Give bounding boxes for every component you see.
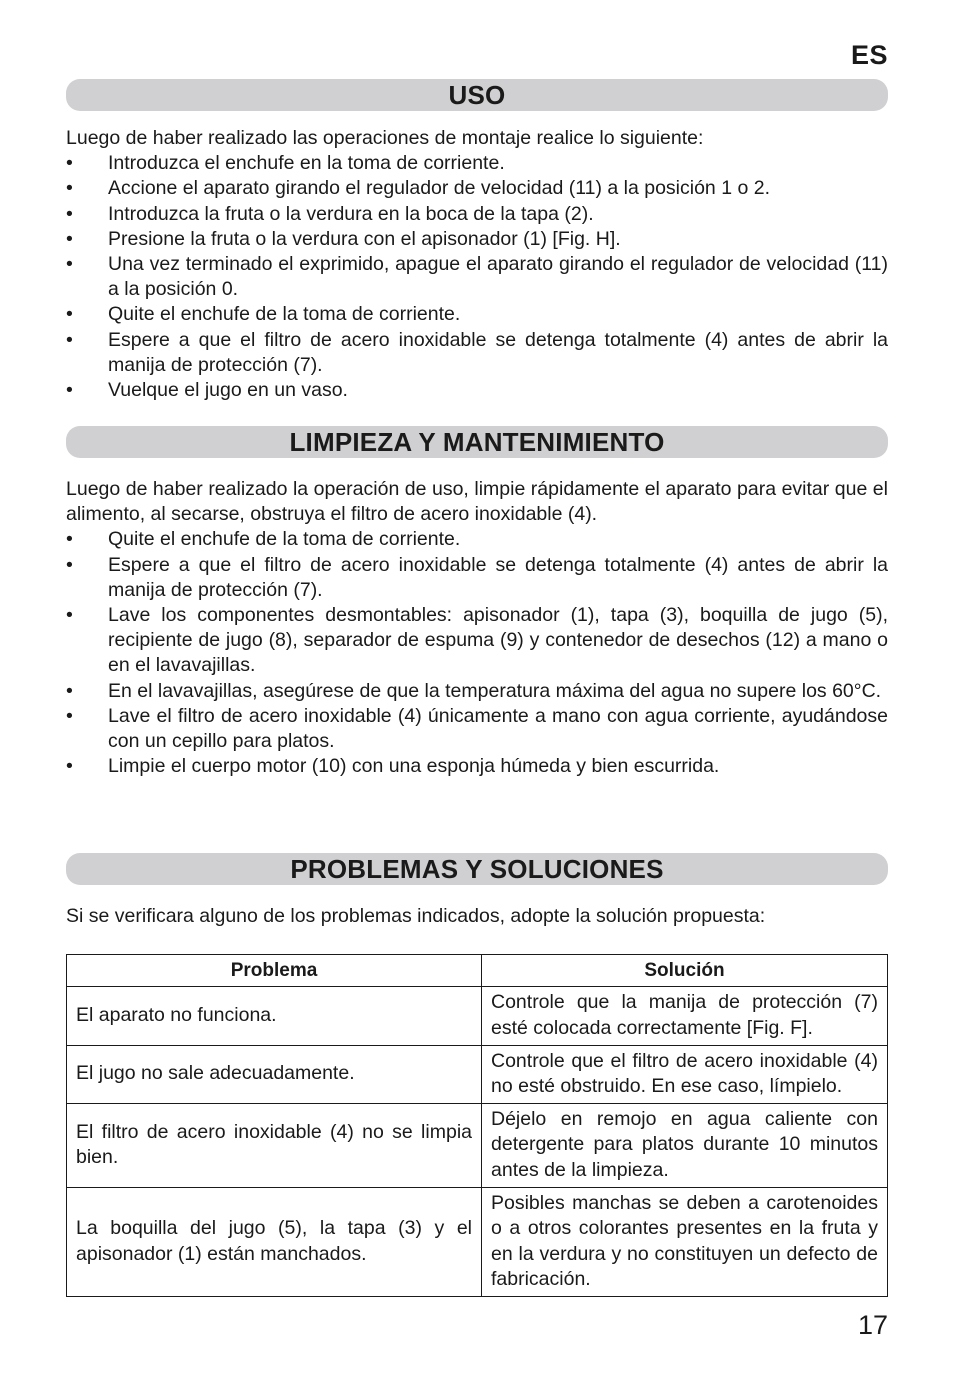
- section-uso: [66, 79, 888, 403]
- section-limpieza: [66, 426, 888, 779]
- column-header-problema: Problema: [67, 955, 482, 987]
- limpieza-bullet-list: [66, 527, 888, 779]
- list-item: • Lave el filtro de acero inoxidable (4) únicamente a mano con agua corriente, ayudándose con un cepillo para platos.: [66, 704, 888, 753]
- solution-cell: Déjelo en remojo en agua caliente con detergente para platos durante 10 minutos antes de la limpieza.: [482, 1104, 888, 1188]
- table-row: [67, 987, 888, 1046]
- problem-cell: El jugo no sale adecuadamente.: [67, 1046, 482, 1104]
- table-row: [67, 1188, 888, 1297]
- list-item: • Lave los componentes desmontables: apisonador (1), tapa (3), boquilla de jugo (5), recipiente de jugo (8), separador de espuma (9) y contenedor de desechos (12) a mano o en el lavavajillas.: [66, 604, 888, 677]
- limpieza-intro: Luego de haber realizado la operación de uso, limpie rápidamente el aparato para evitar que el alimento, al secarse, obstruya el filtro de acero inoxidable (4).: [66, 478, 888, 526]
- solution-cell: Controle que el filtro de acero inoxidable (4) no esté obstruido. En ese caso, límpielo.: [482, 1046, 888, 1104]
- table-row: [67, 1104, 888, 1188]
- solution-cell: Posibles manchas se deben a carotenoides o a otros colorantes presentes en la fruta y en la verdura y no constituyen un defecto de fabricación.: [482, 1188, 888, 1297]
- list-item: • Quite el enchufe de la toma de corriente.: [66, 528, 461, 551]
- problem-cell: El aparato no funciona.: [67, 987, 482, 1046]
- list-item: • En el lavavajillas, asegúrese de que la temperatura máxima del agua no supere los 60°C.: [66, 679, 882, 702]
- column-header-solucion: Solución: [482, 955, 888, 987]
- solution-cell: Controle que la manija de protección (7) esté colocada correctamente [Fig. F].: [482, 987, 888, 1046]
- list-item: • Accione el aparato girando el regulador de velocidad (11) a la posición 1 o 2.: [66, 177, 770, 200]
- uso-bullet-list: [66, 151, 888, 403]
- list-item: • Limpie el cuerpo motor (10) con una esponja húmeda y bien escurrida.: [66, 755, 720, 778]
- problems-table: [66, 954, 888, 1297]
- list-item: • Introduzca la fruta o la verdura en la boca de la tapa (2).: [66, 202, 594, 225]
- page-number: 17: [857, 1310, 888, 1340]
- uso-intro: Luego de haber realizado las operaciones de montaje realice lo siguiente:: [66, 127, 704, 149]
- problemas-intro: Si se verificara alguno de los problemas indicados, adopte la solución propuesta:: [66, 905, 766, 927]
- section-problemas: [66, 853, 888, 929]
- list-item: • Quite el enchufe de la toma de corriente.: [66, 303, 461, 326]
- table-row: [67, 1046, 888, 1104]
- list-item: • Una vez terminado el exprimido, apague el aparato girando el regulador de velocidad (11) a la posición 0.: [66, 253, 888, 301]
- list-item: • Espere a que el filtro de acero inoxidable se detenga totalmente (4) antes de abrir la manija de protección (7).: [66, 328, 888, 376]
- list-item: • Presione la fruta o la verdura con el apisonador (1) [Fig. H].: [66, 227, 621, 250]
- section-title-uso: USO: [66, 79, 888, 111]
- list-item: • Vuelque el jugo en un vaso.: [66, 379, 348, 402]
- section-title-problemas: PROBLEMAS Y SOLUCIONES: [66, 853, 888, 885]
- section-title-limpieza: LIMPIEZA Y MANTENIMIENTO: [66, 426, 888, 458]
- list-item: • Espere a que el filtro de acero inoxidable se detenga totalmente (4) antes de abrir la manija de protección (7).: [66, 553, 888, 601]
- table-header-row: [67, 955, 888, 987]
- problem-cell: La boquilla del jugo (5), la tapa (3) y el apisonador (1) están manchados.: [67, 1188, 482, 1297]
- problem-cell: El filtro de acero inoxidable (4) no se limpia bien.: [67, 1104, 482, 1188]
- language-label: ES: [850, 40, 888, 70]
- list-item: • Introduzca el enchufe en la toma de corriente.: [66, 152, 505, 175]
